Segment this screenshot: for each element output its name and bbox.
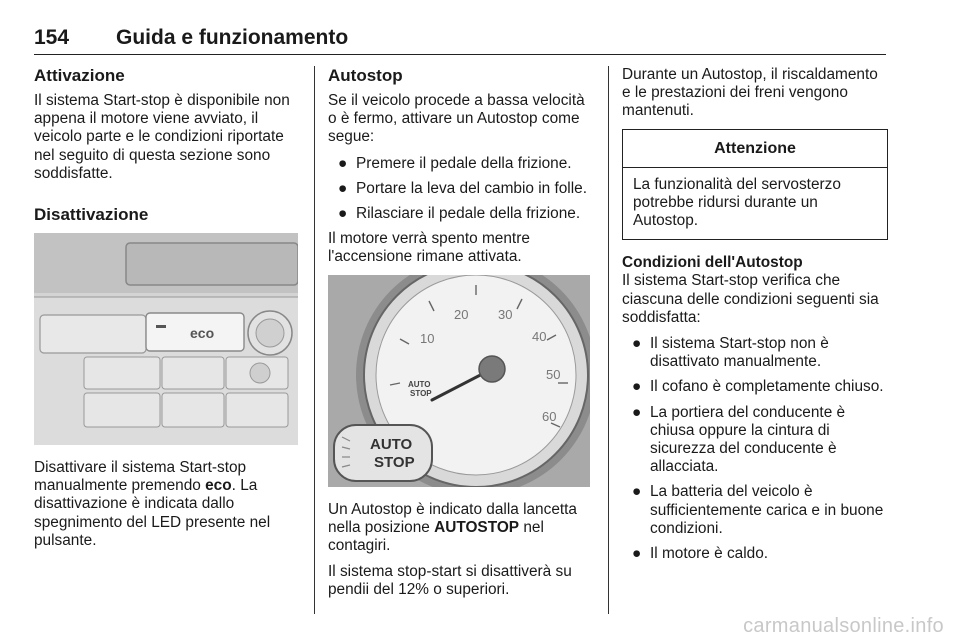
eco-keyword: eco	[205, 477, 232, 495]
tachometer-illustration	[328, 275, 590, 487]
heading-attivazione: Attivazione	[34, 66, 125, 85]
list-item: ● Rilasciare il pedale della frizione.	[338, 205, 581, 223]
dial-label: 10	[420, 330, 435, 346]
column-divider-2	[608, 66, 609, 614]
warning-text: La funzionalità del servosterzo potrebbe ridursi durante un Autostop.	[633, 175, 841, 230]
eco-button-figure	[34, 233, 298, 445]
list-item: ● Il motore è caldo.	[632, 545, 769, 563]
paragraph-autostop-indicato: Un Autostop è indicato dalla lancetta nella posizione AUTOSTOP nel contagiri.	[328, 500, 577, 555]
column-1	[34, 66, 300, 558]
column-2	[328, 66, 590, 608]
paragraph-motore: Il motore verrà spento mentre l'accensione rimane attivata.	[328, 230, 530, 266]
column-divider-1	[314, 66, 315, 614]
tachometer-figure	[328, 275, 590, 487]
list-item: ● Portare la leva del cambio in folle.	[338, 179, 587, 197]
list-item: ● La portiera del conducente è chiusa oppure la cintura di sicurezza del conducente è allacciata.	[632, 403, 846, 476]
warning-box	[622, 129, 888, 241]
list-item: ● Il cofano è completamente chiuso.	[632, 378, 884, 396]
condizioni-list	[622, 335, 888, 563]
paragraph-attivazione: Il sistema Start-stop è disponibile non appena il motore viene avviato, il veicolo parte e le condizioni riportate nel seguito di questa sezione sono soddisfatte.	[34, 92, 290, 182]
watermark: carmanualsonline.info	[743, 615, 944, 637]
dial-auto-label: AUTO	[408, 379, 431, 389]
dial-label: 50	[546, 366, 561, 382]
list-item: ● Premere il pedale della frizione.	[338, 154, 572, 172]
paragraph-disattivazione: Disattivare il sistema Start-stop manualmente premendo eco. La disattivazione è indicata dallo spegnimento del LED presente nel pulsante.	[34, 459, 271, 549]
paragraph-condizioni: Il sistema Start-stop verifica che ciascuna delle condizioni seguenti sia soddisfatta:	[622, 272, 879, 326]
eco-button-text: eco	[190, 325, 215, 342]
page-title: Guida e funzionamento	[116, 26, 349, 49]
paragraph-durante: Durante un Autostop, il riscaldamento e le prestazioni dei freni vengono mantenuti.	[622, 66, 878, 120]
dial-label: 40	[532, 328, 547, 344]
page-number: 154	[34, 26, 70, 49]
paragraph-pendii: Il sistema stop-start si disattiverà su pendii del 12% o superiori.	[328, 563, 572, 599]
zoom-stop-label: STOP	[374, 453, 415, 471]
dial-label: 30	[498, 306, 513, 322]
autostop-keyword: AUTOSTOP	[434, 518, 520, 536]
column-3	[622, 66, 888, 570]
heading-condizioni: Condizioni dell'Autostop	[622, 254, 803, 272]
heading-disattivazione: Disattivazione	[34, 205, 149, 225]
dial-label: 60	[542, 408, 557, 424]
zoom-auto-label: AUTO	[370, 435, 413, 453]
list-item: ● La batteria del veicolo è sufficientemente carica e in buone condizioni.	[632, 483, 884, 537]
page-header	[34, 26, 886, 55]
eco-button-illustration	[34, 233, 298, 445]
autostop-steps	[328, 155, 590, 224]
dial-label: 20	[454, 306, 469, 322]
heading-autostop: Autostop	[328, 66, 403, 85]
paragraph-autostop-intro: Se il veicolo procede a bassa velocità o è fermo, attivare un Autostop come segue:	[328, 92, 585, 146]
dial-stop-label: STOP	[410, 388, 432, 398]
list-item: ● Il sistema Start-stop non è disattivato manualmente.	[632, 335, 829, 371]
warning-title: Attenzione	[623, 130, 887, 168]
